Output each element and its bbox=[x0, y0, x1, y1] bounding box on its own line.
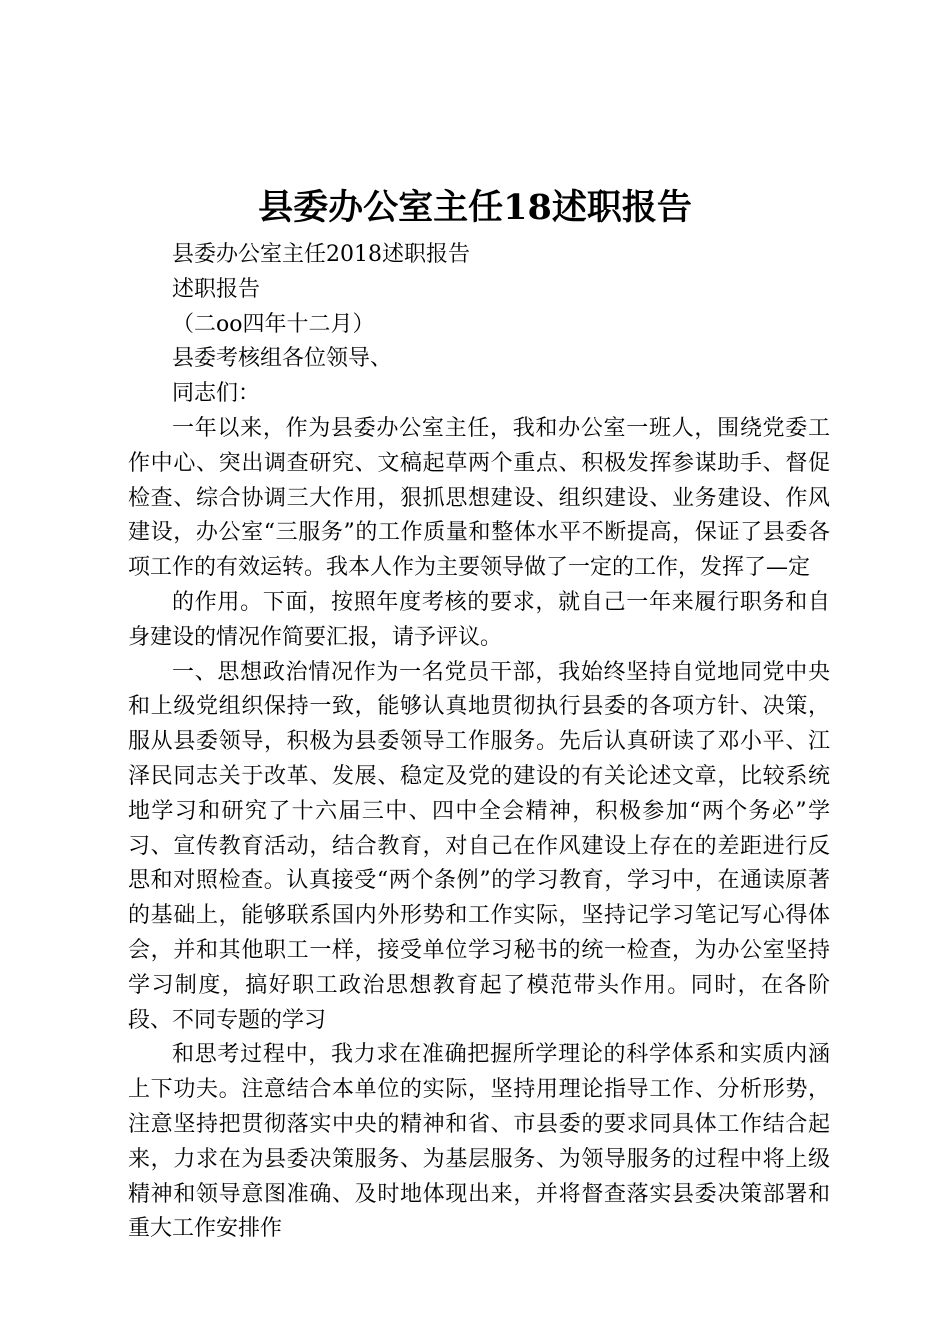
paragraph-salutation-2: 同志们： bbox=[172, 381, 261, 407]
paragraph-body: 的作用。下面，按照年度考核的要求，就自己一年来履行职务和自身建设的情况作简要汇报，请予评议。 bbox=[128, 589, 830, 650]
paragraph-body: 一、思想政治情况作为一名党员干部，我始终坚持自觉地同党中央和上级党组织保持一致，能够认真地贯彻执行县委的各项方针、决策，服从县委领导，积极为县委领导工作服务。先后认真研读了邓小平、江泽民同志关于改革、发展、稳定及党的建设的有关论述文章，比较系统地学习和研究了十六届三中、四中全会精神，积极参加“两个务必”学习、宣传教育活动，结合教育，对自己在作风建设上存在的差距进行反思和对照检查。认真接受“两个条例”的学习教育，学习中，在通读原著的基础上，能够联系国内外形势和工作实际，坚持记学习笔记写心得体会，并和其他职工一样，接受单位学习秘书的统一检查，为办公室坚持学习制度，搞好职工政治思想教育起了模范带头作用。同时，在各阶段、不同专题的学习 bbox=[128, 659, 830, 1033]
document-title: 县委办公室主任18述职报告 bbox=[258, 187, 692, 228]
paragraph-salutation-1: 县委考核组各位领导、 bbox=[172, 346, 393, 372]
paragraph-body: 一年以来，作为县委办公室主任，我和办公室一班人，围绕党委工作中心、突出调查研究、文稿起草两个重点、积极发挥参谋助手、督促检查、综合协调三大作用，狠抓思想建设、组织建设、业务建设、作风建设，办公室“三服务”的工作质量和整体水平不断提高，保证了县委各项工作的有效运转。我本人作为主要领导做了一定的工作，发挥了—定 bbox=[128, 415, 830, 581]
paragraph-subtitle: 县委办公室主任2018述职报告 bbox=[172, 242, 470, 267]
paragraph-body: 和思考过程中，我力求在准确把握所学理论的科学体系和实质内涵上下功夫。注意结合本单位的实际，坚持用理论指导工作、分析形势，注意坚持把贯彻落实中央的精神和省、市县委的要求同具体工作结合起来，力求在为县委决策服务、为基层服务、为领导服务的过程中将上级精神和领导意图准确、及时地体现出来，并将督查落实县委决策部署和重大工作安排作 bbox=[128, 1042, 830, 1242]
document-body bbox=[128, 238, 830, 1247]
paragraph-report-label: 述职报告 bbox=[172, 276, 261, 302]
paragraph-date: （二oo四年十二月） bbox=[172, 311, 375, 337]
